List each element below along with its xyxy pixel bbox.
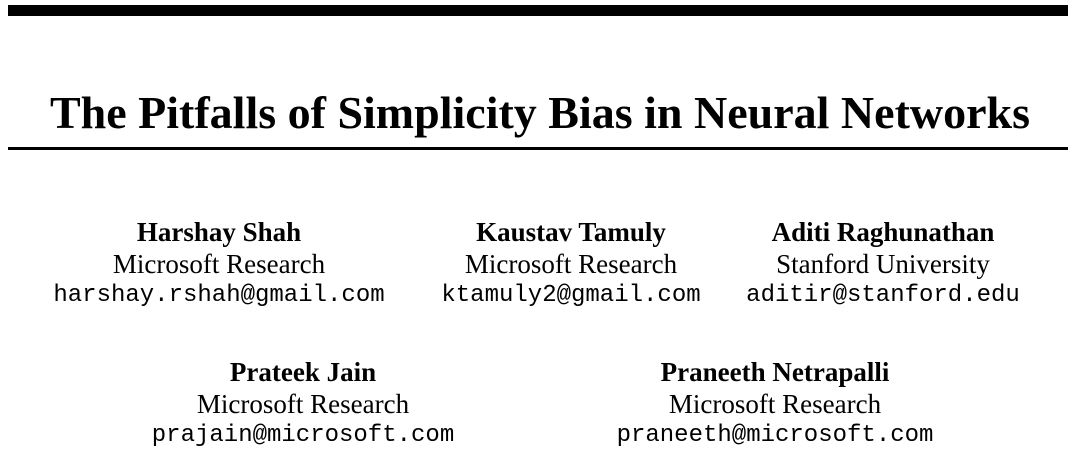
author-name: Kaustav Tamuly: [476, 217, 666, 247]
author-email: aditir@stanford.edu: [746, 282, 1020, 309]
author-name: Aditi Raghunathan: [771, 217, 995, 247]
author-block: [53, 216, 384, 312]
paper-title: The Pitfalls of Simplicity Bias in Neural Networks: [49, 86, 1031, 138]
author-name: Prateek Jain: [229, 357, 377, 387]
author-affiliation: Microsoft Research: [112, 249, 326, 279]
author-affiliation: Stanford University: [776, 249, 990, 279]
top-rule: [8, 5, 1068, 16]
author-block: [746, 216, 1020, 312]
author-email: praneeth@microsoft.com: [616, 422, 934, 449]
author-affiliation: Microsoft Research: [464, 249, 678, 279]
author-name: Harshay Shah: [136, 217, 302, 247]
title-rule: [8, 147, 1068, 150]
author-email: prajain@microsoft.com: [151, 422, 455, 449]
author-block: [617, 356, 934, 452]
author-name: Praneeth Netrapalli: [660, 357, 890, 387]
author-affiliation: Microsoft Research: [668, 389, 882, 419]
author-affiliation: Microsoft Research: [196, 389, 410, 419]
author-block: [152, 356, 454, 452]
author-email: harshay.rshah@gmail.com: [53, 282, 385, 309]
author-email: ktamuly2@gmail.com: [441, 282, 701, 309]
author-block: [441, 216, 700, 312]
